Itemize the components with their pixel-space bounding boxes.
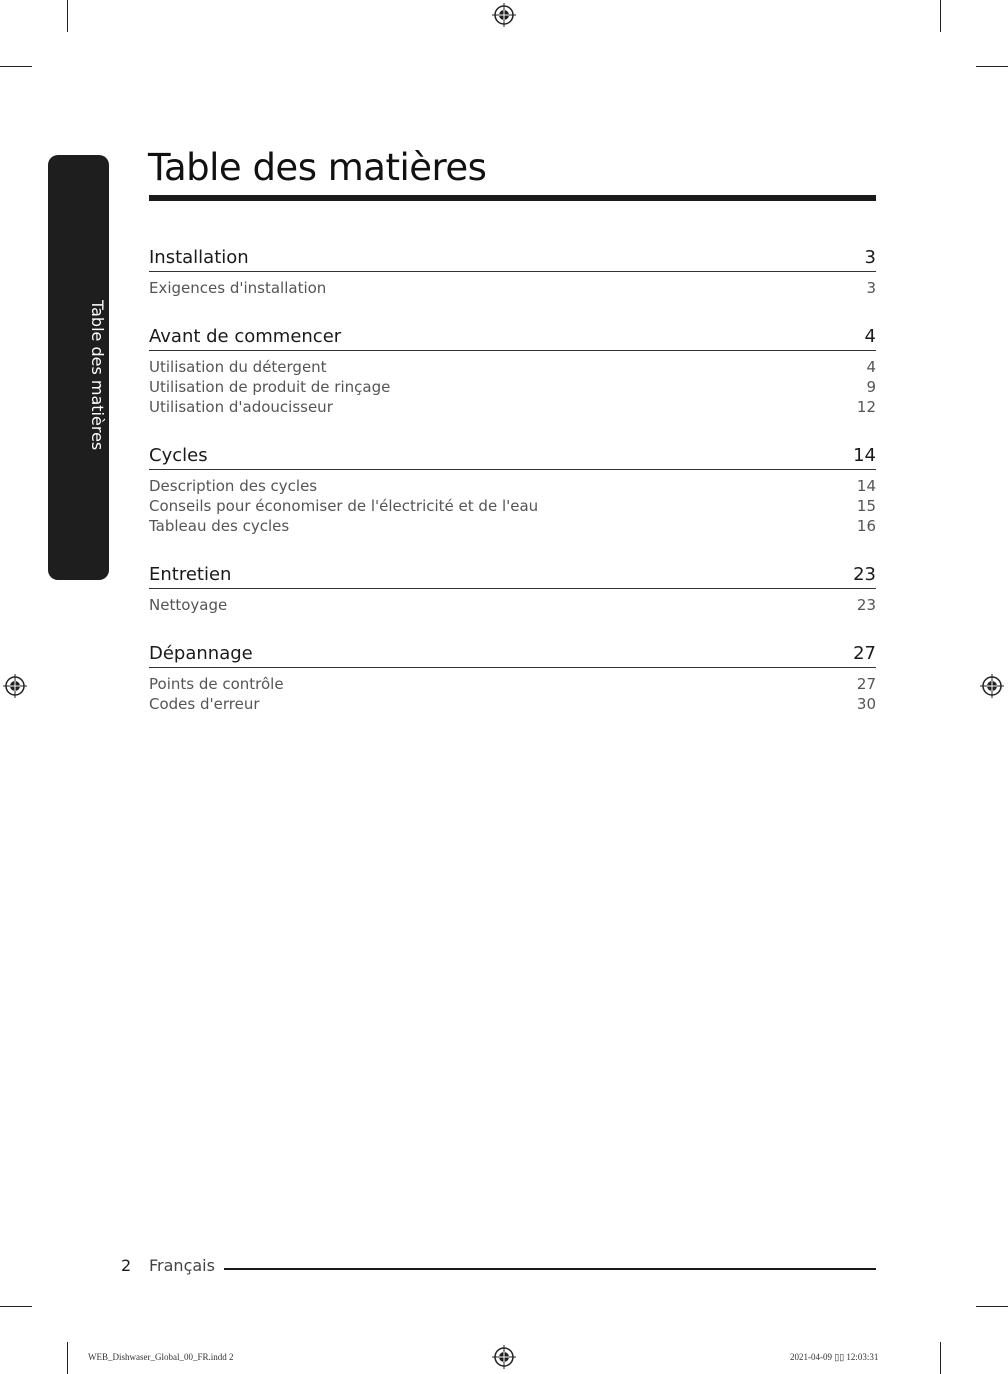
crop-mark xyxy=(940,1342,941,1374)
toc-section xyxy=(149,324,876,417)
toc-section-heading[interactable] xyxy=(149,245,876,272)
toc-item[interactable] xyxy=(149,476,876,496)
toc-item[interactable] xyxy=(149,278,876,298)
footer-language: Français xyxy=(149,1256,215,1275)
toc-section-title: Cycles xyxy=(149,445,208,466)
toc-item-page: 12 xyxy=(856,398,876,416)
toc-item-page: 9 xyxy=(866,378,876,396)
registration-mark-icon xyxy=(3,674,27,698)
registration-mark-icon xyxy=(492,3,516,27)
toc-section-page: 27 xyxy=(853,643,876,664)
toc-item-label: Utilisation du détergent xyxy=(149,358,327,376)
toc-section xyxy=(149,245,876,298)
toc-item-label: Utilisation de produit de rinçage xyxy=(149,378,391,396)
toc-section-page: 3 xyxy=(864,247,876,268)
toc-section-title: Avant de commencer xyxy=(149,326,342,347)
registration-mark-icon xyxy=(492,1345,516,1369)
toc-item[interactable] xyxy=(149,357,876,377)
toc-item[interactable] xyxy=(149,674,876,694)
toc-item[interactable] xyxy=(149,694,876,714)
toc-section-heading[interactable] xyxy=(149,562,876,589)
toc-item[interactable] xyxy=(149,516,876,536)
toc-item-page: 15 xyxy=(856,497,876,515)
toc-item-label: Conseils pour économiser de l'électricité et de l'eau xyxy=(149,497,539,515)
toc-item-page: 27 xyxy=(856,675,876,693)
toc-section xyxy=(149,562,876,615)
toc-item-page: 23 xyxy=(856,596,876,614)
page-number: 2 xyxy=(121,1256,132,1275)
toc-section-heading[interactable] xyxy=(149,324,876,351)
print-slug-file: WEB_Dishwaser_Global_00_FR.indd 2 xyxy=(88,1352,234,1362)
crop-mark xyxy=(0,1306,32,1307)
toc-section-page: 14 xyxy=(853,445,876,466)
toc-section-heading[interactable] xyxy=(149,443,876,470)
toc-item[interactable] xyxy=(149,595,876,615)
toc-item-page: 14 xyxy=(856,477,876,495)
toc-item-label: Exigences d'installation xyxy=(149,279,327,297)
toc-item[interactable] xyxy=(149,397,876,417)
toc-item-label: Codes d'erreur xyxy=(149,695,260,713)
toc-section-title: Installation xyxy=(149,247,249,268)
toc-item-label: Utilisation d'adoucisseur xyxy=(149,398,333,416)
toc-item-page: 4 xyxy=(866,358,876,376)
toc-item[interactable] xyxy=(149,496,876,516)
toc-section-page: 4 xyxy=(864,326,876,347)
table-of-contents xyxy=(149,245,876,740)
toc-section xyxy=(149,641,876,714)
toc-section-heading[interactable] xyxy=(149,641,876,668)
registration-mark-icon xyxy=(980,674,1004,698)
crop-mark xyxy=(976,66,1008,67)
toc-section-title: Entretien xyxy=(149,564,232,585)
page-title: Table des matières xyxy=(148,146,487,189)
toc-item-label: Points de contrôle xyxy=(149,675,284,693)
title-rule xyxy=(149,195,876,201)
crop-mark xyxy=(940,0,941,32)
side-tab-label: Table des matières xyxy=(88,300,107,451)
toc-item-label: Nettoyage xyxy=(149,596,228,614)
crop-mark xyxy=(67,0,68,32)
print-slug-timestamp: 2021-04-09 ▯▯ 12:03:31 xyxy=(790,1352,879,1362)
crop-mark xyxy=(976,1306,1008,1307)
toc-item-page: 3 xyxy=(866,279,876,297)
toc-section xyxy=(149,443,876,536)
crop-mark xyxy=(0,66,32,67)
toc-item-label: Tableau des cycles xyxy=(149,517,290,535)
toc-item-label: Description des cycles xyxy=(149,477,318,495)
toc-section-title: Dépannage xyxy=(149,643,253,664)
footer-rule xyxy=(224,1268,876,1270)
toc-item-page: 16 xyxy=(856,517,876,535)
toc-item-page: 30 xyxy=(856,695,876,713)
crop-mark xyxy=(67,1342,68,1374)
toc-section-page: 23 xyxy=(853,564,876,585)
toc-item[interactable] xyxy=(149,377,876,397)
